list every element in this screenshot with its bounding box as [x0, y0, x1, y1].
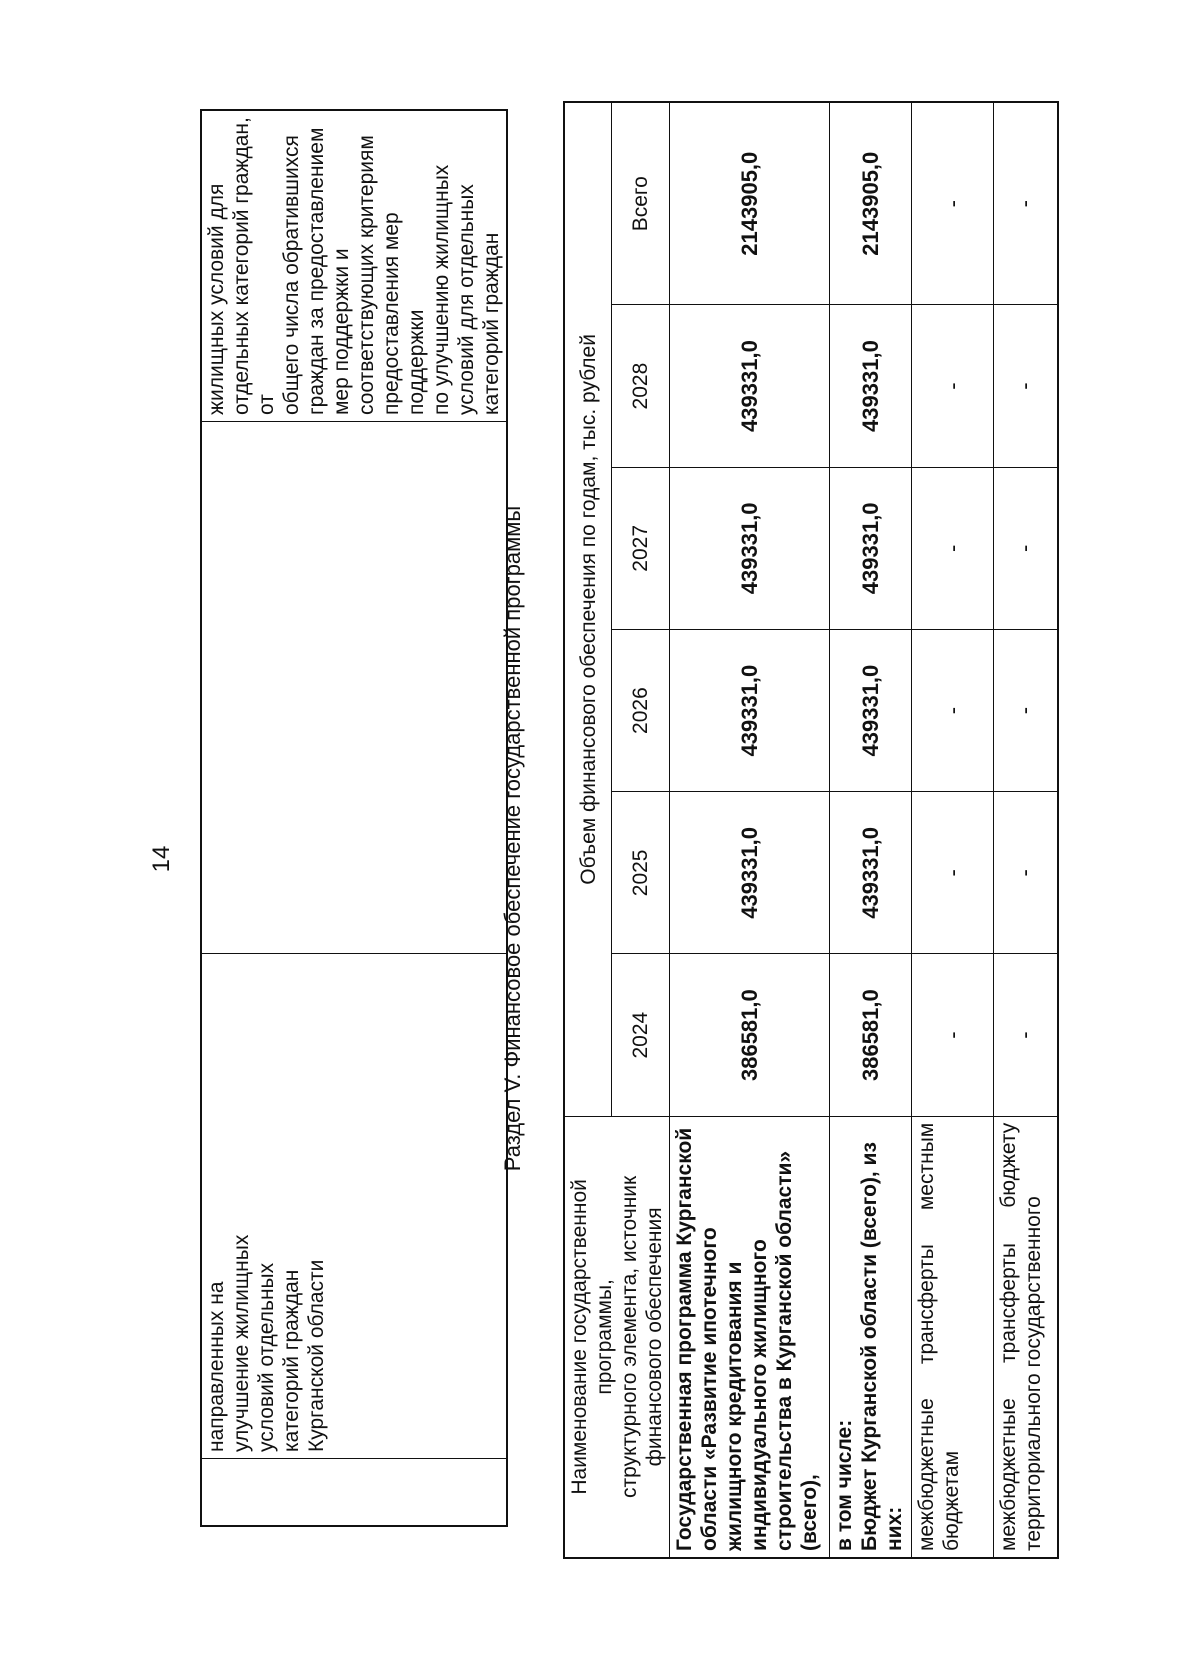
header-row	[564, 102, 612, 1558]
header-year: 2027	[612, 467, 670, 629]
section-title: Раздел V. Финансовое обеспечение государственной программы	[500, 505, 525, 1172]
header-year: 2025	[612, 792, 670, 954]
table-row-program-total	[670, 102, 830, 1558]
value-cell: -	[994, 954, 1058, 1116]
value-cell: 439331,0	[670, 467, 830, 629]
table-cell-empty	[201, 422, 507, 954]
value-cell: 439331,0	[830, 305, 912, 467]
row-name-text: Бюджет Курганской области (всего), из них:	[858, 1142, 906, 1551]
cell-text: жилищных условий для отдельных категорий граждан, от общего числа обратившихся граждан за предоставлением мер поддержки и соответствующих критериям предоставления мер поддержки по улучшению жилищных условий для отдельных категорий граждан	[205, 117, 503, 415]
value-cell: 439331,0	[670, 305, 830, 467]
value-cell: 439331,0	[670, 792, 830, 954]
table-row-local-transfers	[912, 102, 994, 1558]
table-cell-empty	[201, 1459, 507, 1527]
value-cell: -	[912, 954, 994, 1116]
value-cell: -	[994, 305, 1058, 467]
financial-table	[563, 101, 1059, 1559]
header-name-column: Наименование государственной программы, структурного элемента, источник финансового обеспечения	[564, 1116, 670, 1558]
row-name: межбюджетные трансферты местным бюджетам	[912, 1116, 994, 1558]
value-cell: -	[912, 467, 994, 629]
table-row-regional-budget	[830, 102, 912, 1558]
value-cell: 2143905,0	[670, 102, 830, 305]
value-cell: -	[912, 102, 994, 305]
value-cell: -	[994, 102, 1058, 305]
continuation-table	[200, 109, 508, 1527]
header-year: 2026	[612, 629, 670, 791]
row-name: межбюджетные трансферты бюджету территориального государственного	[994, 1116, 1058, 1558]
value-cell: -	[994, 467, 1058, 629]
row-name: Государственная программа Курганской области «Развитие ипотечного жилищного кредитования и индивидуального жилищного строительства в Курганской области» (всего),	[670, 1116, 830, 1558]
value-cell: -	[912, 305, 994, 467]
value-cell: -	[912, 629, 994, 791]
cell-text: направленных на улучшение жилищных условий отдельных категорий граждан Курганской области	[205, 1234, 328, 1452]
value-cell: -	[912, 792, 994, 954]
value-cell: 386581,0	[830, 954, 912, 1116]
header-total: Всего	[612, 102, 670, 305]
value-cell: 439331,0	[830, 792, 912, 954]
value-cell: 386581,0	[670, 954, 830, 1116]
table-row-territorial-transfers	[994, 102, 1058, 1558]
table-cell	[201, 110, 507, 422]
header-group: Объем финансового обеспечения по годам, тыс. рублей	[564, 102, 612, 1116]
header-year: 2024	[612, 954, 670, 1116]
row-name-prefix: в том числе:	[833, 1419, 856, 1551]
page-number: 14	[148, 845, 175, 873]
header-year: 2028	[612, 305, 670, 467]
value-cell: 439331,0	[670, 629, 830, 791]
value-cell: 439331,0	[830, 467, 912, 629]
value-cell: 2143905,0	[830, 102, 912, 305]
table-row	[201, 110, 507, 1526]
value-cell: -	[994, 629, 1058, 791]
value-cell: -	[994, 792, 1058, 954]
value-cell: 439331,0	[830, 629, 912, 791]
row-name	[830, 1116, 912, 1558]
table-cell	[201, 954, 507, 1459]
